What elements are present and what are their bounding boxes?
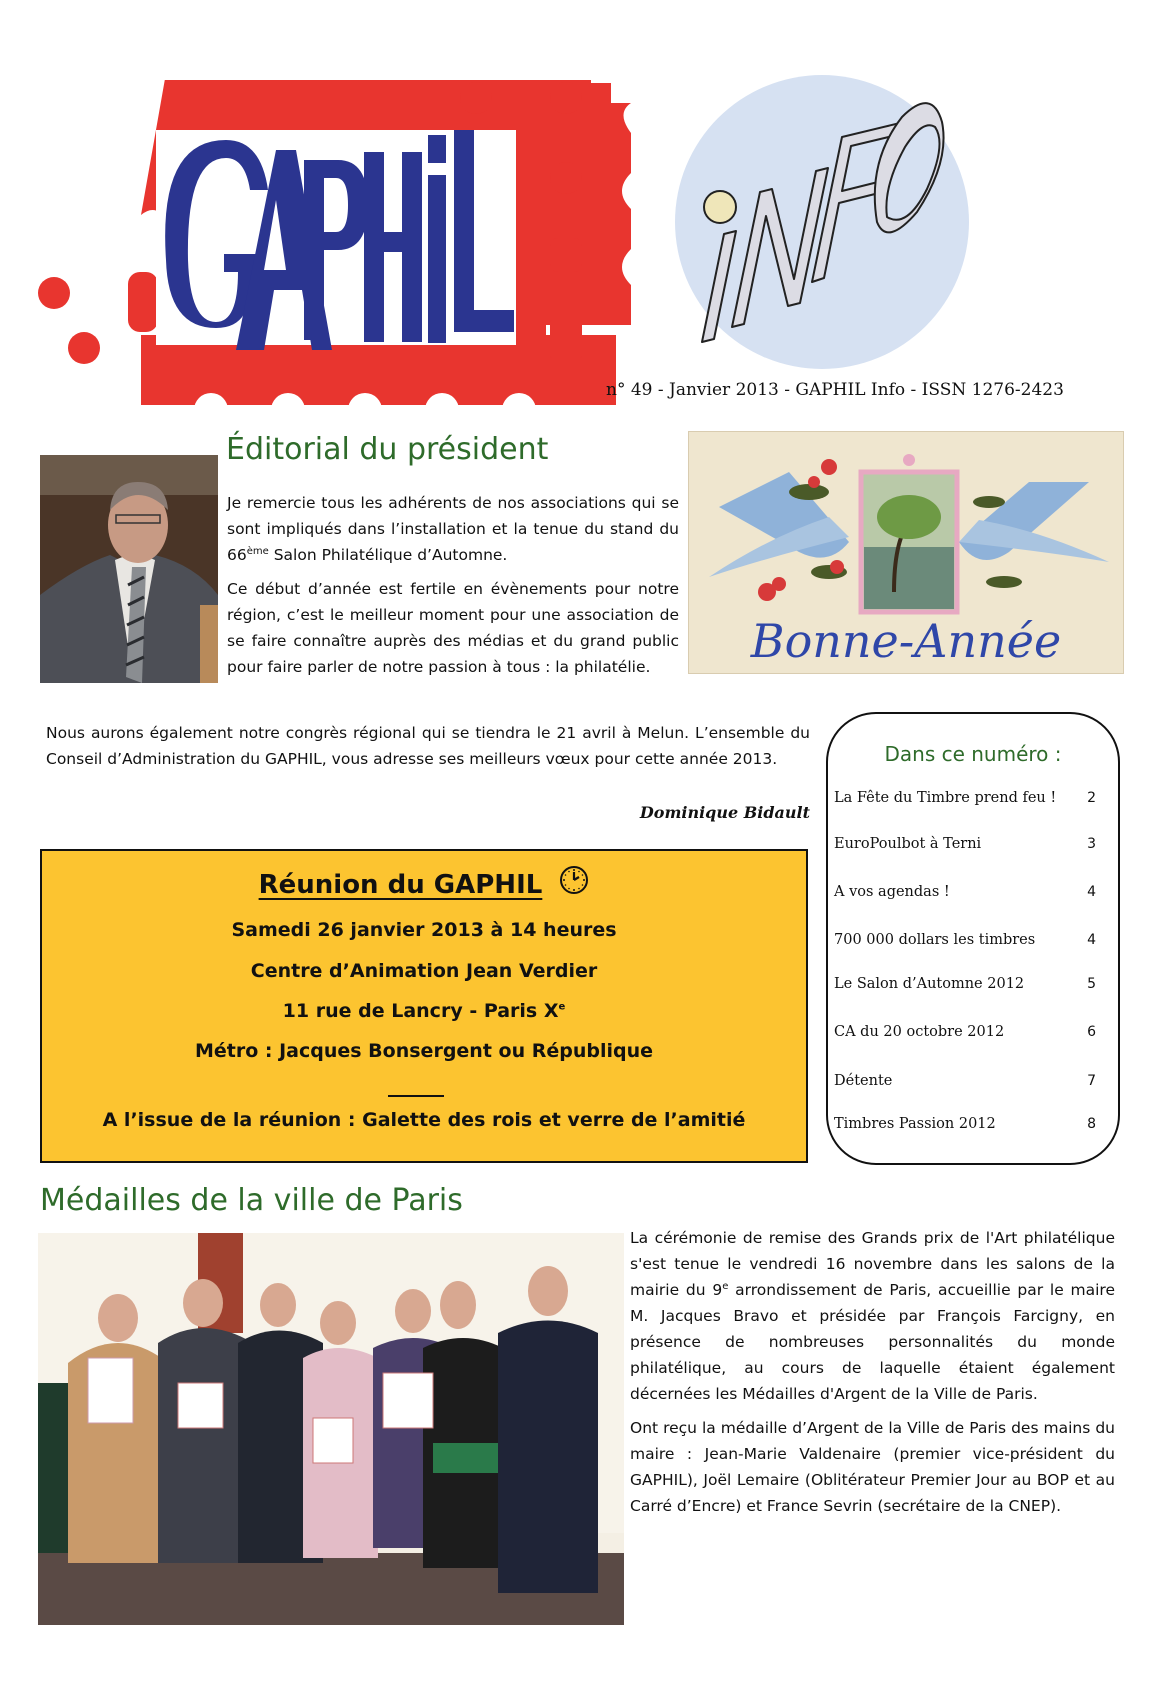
editorial-continued [46, 720, 810, 772]
toc-item-page: 4 [1087, 932, 1096, 948]
president-photo [40, 455, 218, 683]
signature: Dominique Bidault [639, 803, 810, 822]
editorial-title: Éditorial du président [226, 432, 549, 467]
editorial-paragraph-3: Nous aurons également notre congrès régional qui se tiendra le 21 avril à Melun. L’ensemble du Conseil d’Administration du GAPHIL, vous adresse ses meilleurs vœux pour cette année 2013. [46, 724, 810, 768]
medals-paragraph-2: Ont reçu la médaille d’Argent de la Ville de Paris des mains du maire : Jean-Marie Valdenaire (premier vice-président du GAPHIL), Joël Lemaire (Oblitérateur Premier Jour au BOP et au Carré d’Encre) et France Sevrin (secrétaire de la CNEP). [630, 1419, 1115, 1515]
gaphil-logo [36, 80, 636, 410]
text: arrondissement de Paris, accueillie par le maire M. Jacques Bravo et présidée par François Farcigny, en présence de nombreuses personnalités du monde philatélique, au cours de laquelle étaient également décernées les Médailles d'Argent de la Ville de Paris. [630, 1281, 1115, 1403]
toc-title: Dans ce numéro : [884, 742, 1062, 766]
medals-title: Médailles de la ville de Paris [40, 1183, 463, 1218]
address-text: 11 rue de Lancry - Paris X [282, 1000, 559, 1022]
meeting-date: Samedi 26 janvier 2013 à 14 heures [231, 919, 617, 941]
text: Je remercie tous les adhérents de nos associations qui se sont impliqués dans l’installation et la tenue du stand du 66 [227, 494, 679, 564]
superscript: e [722, 1280, 729, 1292]
meeting-title-text: Réunion du GAPHIL [258, 870, 543, 900]
medals-group-photo [38, 1233, 624, 1625]
svg-text:Bonne-Année: Bonne-Année [750, 614, 1062, 668]
toc-item[interactable] [834, 976, 1096, 992]
meeting-metro: Métro : Jacques Bonsergent ou République [194, 1040, 654, 1062]
toc-item-label: Le Salon d’Automne 2012 [834, 976, 1025, 992]
toc-item-page: 2 [1087, 790, 1096, 806]
toc-item-label: Détente [834, 1073, 893, 1089]
divider [388, 1095, 444, 1097]
meeting-venue: Centre d’Animation Jean Verdier [250, 960, 598, 982]
toc-item-label: 700 000 dollars les timbres [834, 932, 1036, 948]
toc-item-page: 3 [1087, 836, 1096, 852]
text: La cérémonie de remise des Grands prix de l'Art philatélique s'est tenue le vendredi 16 novembre dans les salons de la mairie du 9 [630, 1229, 1115, 1299]
superscript: e [558, 1001, 566, 1013]
clock-icon [559, 865, 589, 895]
table-of-contents [826, 712, 1120, 1165]
medals-column [630, 1225, 1115, 1527]
medals-paragraph-1 [630, 1225, 1115, 1407]
toc-item[interactable] [834, 1073, 1096, 1089]
meeting-after: A l’issue de la réunion : Galette des rois et verre de l’amitié [102, 1109, 746, 1131]
toc-item[interactable] [834, 1116, 1096, 1132]
toc-item-page: 5 [1087, 976, 1096, 992]
bonne-annee-card-image [688, 431, 1124, 674]
toc-item-label: Timbres Passion 2012 [834, 1116, 996, 1132]
editorial-column [227, 490, 679, 688]
toc-item[interactable] [834, 884, 1096, 900]
editorial-paragraph-1 [227, 490, 679, 568]
toc-item[interactable] [834, 836, 1096, 852]
toc-item-label: La Fête du Timbre prend feu ! [834, 790, 1057, 806]
issue-line: n° 49 - Janvier 2013 - GAPHIL Info - ISSN 1276-2423 [606, 380, 1064, 400]
toc-item-page: 6 [1087, 1024, 1096, 1040]
toc-item[interactable] [834, 790, 1096, 806]
superscript: ème [246, 545, 269, 557]
info-logo [672, 72, 972, 372]
toc-item[interactable] [834, 1024, 1096, 1040]
editorial-paragraph-2: Ce début d’année est fertile en évènements pour notre région, c’est le meilleur moment pour une association de se faire connaître auprès des médias et du grand public pour faire parler de notre passion à tous : la philatélie. [227, 580, 679, 676]
meeting-announcement [40, 849, 808, 1163]
text: Salon Philatélique d’Automne. [268, 546, 508, 564]
toc-item-label: A vos agendas ! [834, 884, 950, 900]
meeting-address [42, 1000, 806, 1022]
toc-item-page: 7 [1087, 1073, 1096, 1089]
toc-item-page: 8 [1087, 1116, 1096, 1132]
toc-item-label: EuroPoulbot à Terni [834, 836, 982, 852]
meeting-title [42, 865, 806, 900]
toc-item-label: CA du 20 octobre 2012 [834, 1024, 1005, 1040]
toc-item[interactable] [834, 932, 1096, 948]
toc-item-page: 4 [1087, 884, 1096, 900]
